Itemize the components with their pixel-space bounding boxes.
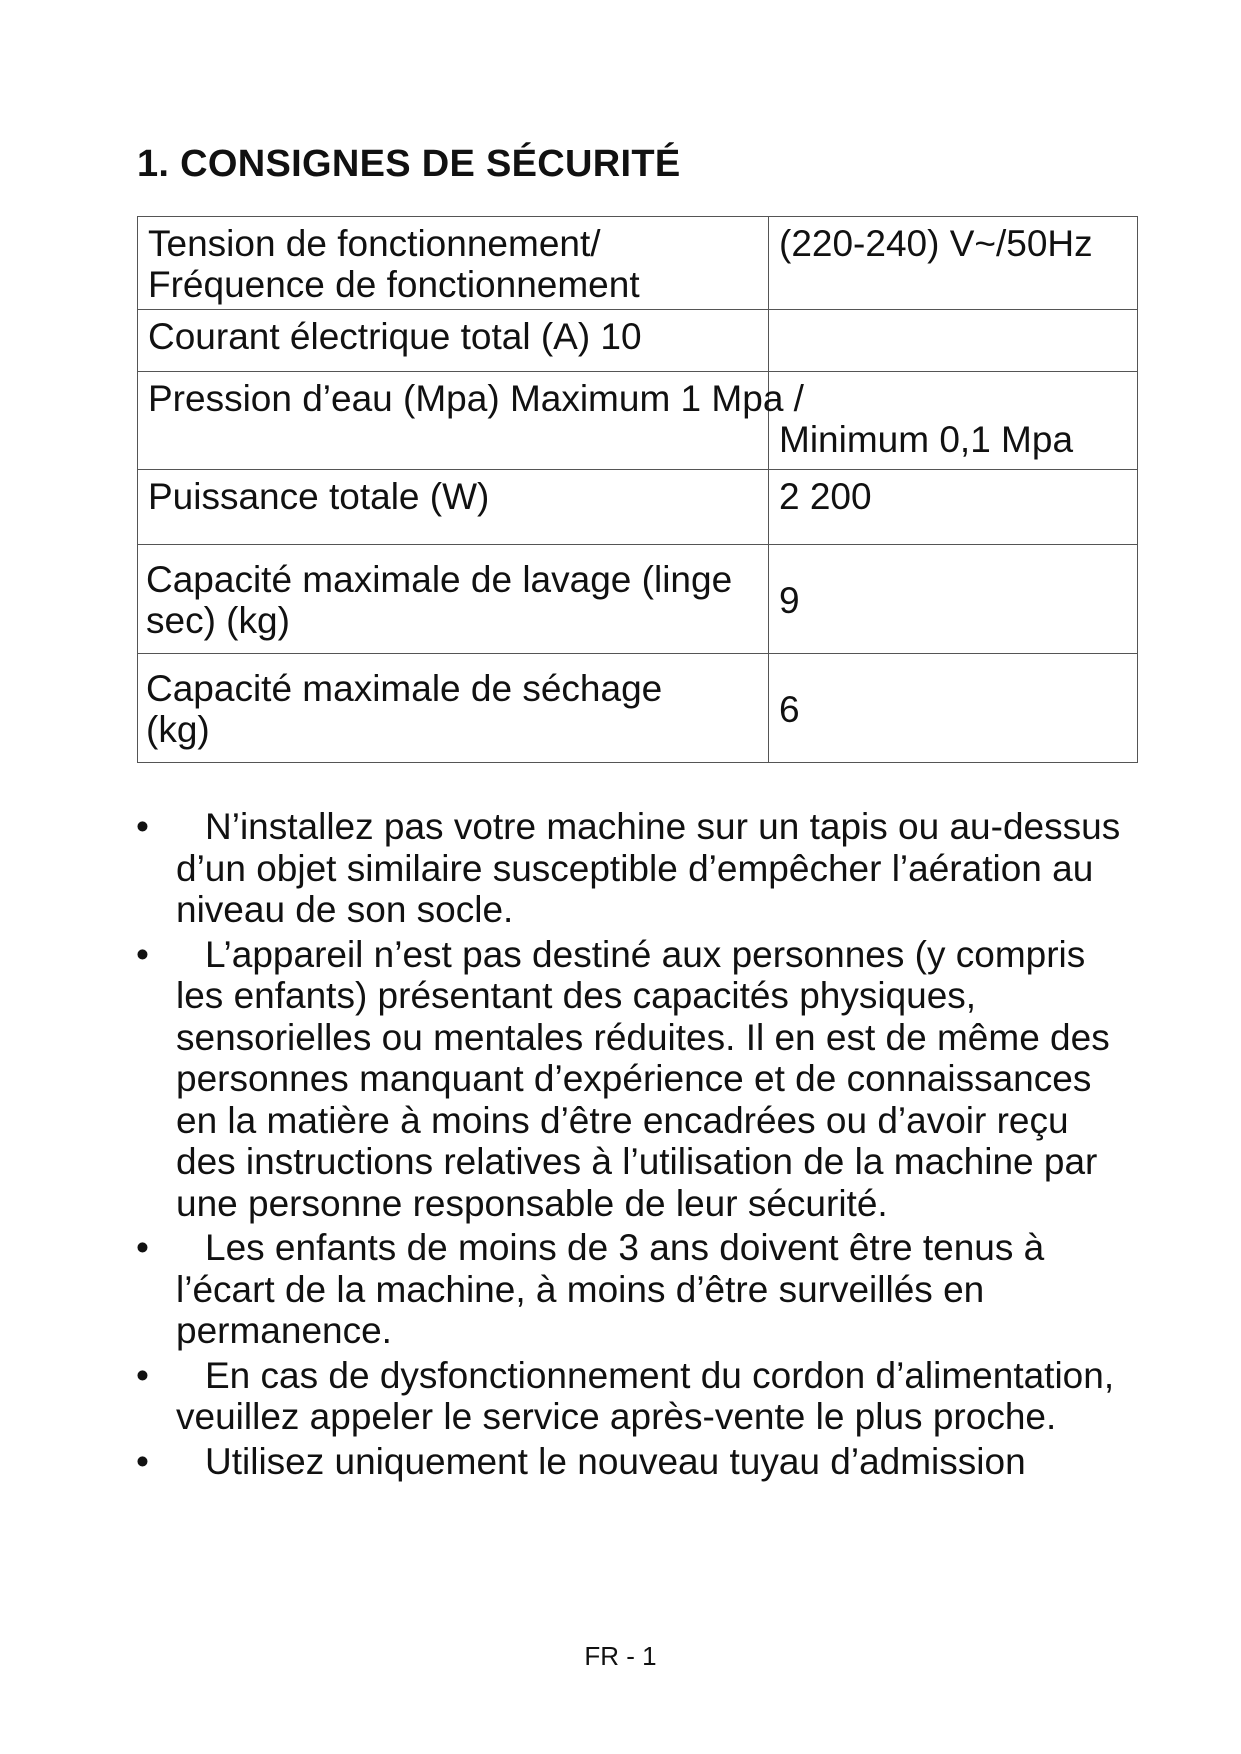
list-item-text: En cas de dysfonctionnement du cordon d’alimentation, veuillez appeler le service après-vente le plus proche. <box>176 1354 1115 1437</box>
specifications-table <box>137 216 1138 763</box>
bullet-icon: • <box>136 933 149 975</box>
list-item-text: Utilisez uniquement le nouveau tuyau d’admission <box>205 1440 1026 1482</box>
bullet-icon: • <box>136 1354 149 1396</box>
bullet-icon: • <box>136 1440 149 1482</box>
safety-instructions-list <box>136 806 1136 1485</box>
table-row <box>138 310 1138 372</box>
spec-label: Capacité maximale de lavage (linge sec) (kg) <box>138 545 769 654</box>
table-row <box>138 217 1138 310</box>
list-item-text: N’installez pas votre machine sur un tapis ou au-dessus d’un objet similaire susceptible d’empêcher l’aération au niveau de son socle. <box>176 806 1121 930</box>
spec-value-text: Minimum 0,1 Mpa <box>779 419 1074 460</box>
list-item <box>136 1227 1136 1352</box>
bullet-icon: • <box>136 1227 149 1268</box>
spec-label-text: Pression d’eau (Mpa) Maximum 1 Mpa / <box>148 378 804 419</box>
list-item <box>136 934 1136 1225</box>
spec-value: 6 <box>769 654 1138 763</box>
spec-label <box>138 217 769 310</box>
spec-label: Courant électrique total (A) 10 <box>138 310 769 372</box>
spec-value <box>769 372 1138 470</box>
spec-label <box>138 372 804 470</box>
spec-label-text: Tension de fonctionnement/ Fréquence de fonctionnement <box>148 223 640 305</box>
list-item <box>136 1441 1136 1483</box>
table-row <box>138 372 1138 470</box>
spec-value: 9 <box>769 545 1138 654</box>
table-row <box>138 545 1138 654</box>
spec-value: 2 200 <box>769 470 1138 545</box>
table-row <box>138 654 1138 763</box>
table-row <box>138 470 1138 545</box>
bullet-icon: • <box>136 806 149 847</box>
list-item <box>136 1355 1136 1438</box>
spec-label: Capacité maximale de séchage (kg) <box>138 654 769 763</box>
spec-label: Puissance totale (W) <box>138 470 769 545</box>
page-title: 1. CONSIGNES DE SÉCURITÉ <box>137 143 681 185</box>
list-item <box>136 806 1136 931</box>
list-item-text: Les enfants de moins de 3 ans doivent être tenus à l’écart de la machine, à moins d’être surveillés en permanence. <box>176 1227 1045 1351</box>
list-item-text: L’appareil n’est pas destiné aux personnes (y compris les enfants) présentant des capacités physiques, sensorielles ou mentales réduites. Il en est de même des personnes manquant d’expérience et de connaissances en la matière à moins d’être encadrées ou d’avoir reçu des instructions relatives à l’utilisation de la machine par une personne responsable de leur sécurité. <box>176 933 1110 1224</box>
page-number: FR - 1 <box>584 1641 657 1671</box>
spec-value <box>769 310 1138 372</box>
spec-value: (220-240) V~/50Hz <box>769 217 1138 310</box>
